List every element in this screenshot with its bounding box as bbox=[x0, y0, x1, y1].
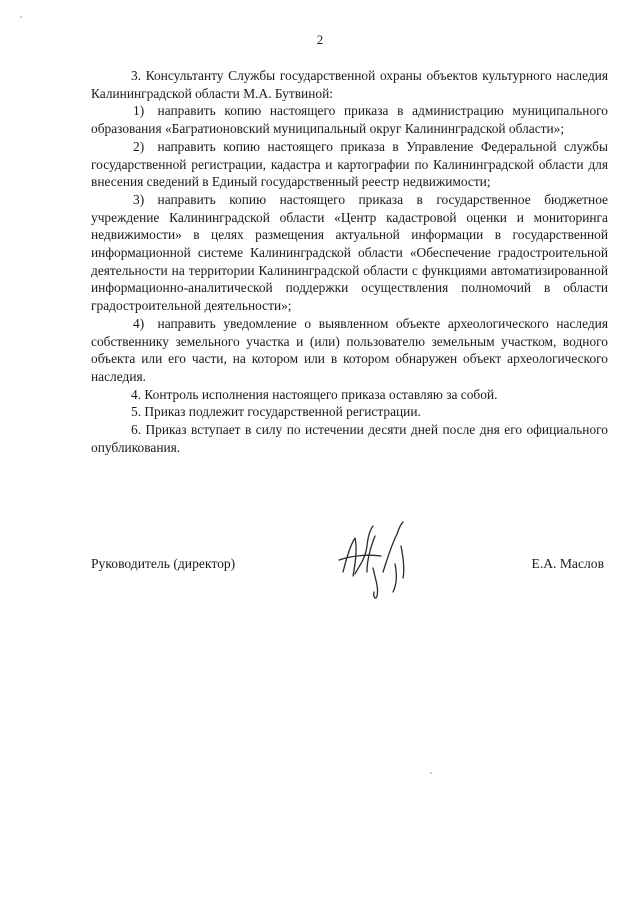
paragraph-item-5: 5. Приказ подлежит государственной регистрации. bbox=[131, 404, 421, 420]
page-number: 2 bbox=[316, 32, 324, 47]
document-body bbox=[91, 67, 608, 456]
paragraph-item-4: 4. Контроль исполнения настоящего приказа оставляю за собой. bbox=[131, 386, 498, 402]
paragraph-item-3: 3. Консультанту Службы государственной охраны объектов культурного наследия Калининградской области М.А. Бутвиной: bbox=[91, 68, 608, 101]
signer-title: Руководитель (директор) bbox=[91, 556, 236, 571]
scan-speck bbox=[20, 16, 22, 18]
handwritten-signature bbox=[337, 516, 417, 600]
subitem-1: 1) направить копию настоящего приказа в администрацию муниципального образования «Багратионовский муниципальный округ Калининградской области»; bbox=[91, 103, 608, 137]
subitem-4: 4) направить уведомление о выявленном объекте археологического наследия собственнику земельного участка и (или) пользователю земельным участком, водного объекта или его части, на котором или в котором обнаружен объект археологического наследия. bbox=[91, 315, 608, 384]
paragraph-item-6: 6. Приказ вступает в силу по истечении десяти дней после дня его официального опубликования. bbox=[91, 422, 608, 455]
subitem-3: 3) направить копию настоящего приказа в государственное бюджетное учреждение Калининградской области «Центр кадастровой оценки и мониторинга недвижимости» в целях размещения актуальной информации в государственной информационной системе Калининградской области «Обеспечение градостроительной деятельности на территории Калининградской области с функциями автоматизированной информационно-аналитической поддержки осуществления полномочий в области градостроительной деятельности»; bbox=[91, 191, 608, 314]
scan-speck bbox=[430, 772, 432, 774]
signer-name: Е.А. Маслов bbox=[531, 556, 604, 571]
subitem-2: 2) направить копию настоящего приказа в Управление Федеральной службы государственной регистрации, кадастра и картографии по Калининградской области для внесения сведений в Единый государственный реестр недвижимости; bbox=[91, 138, 608, 190]
